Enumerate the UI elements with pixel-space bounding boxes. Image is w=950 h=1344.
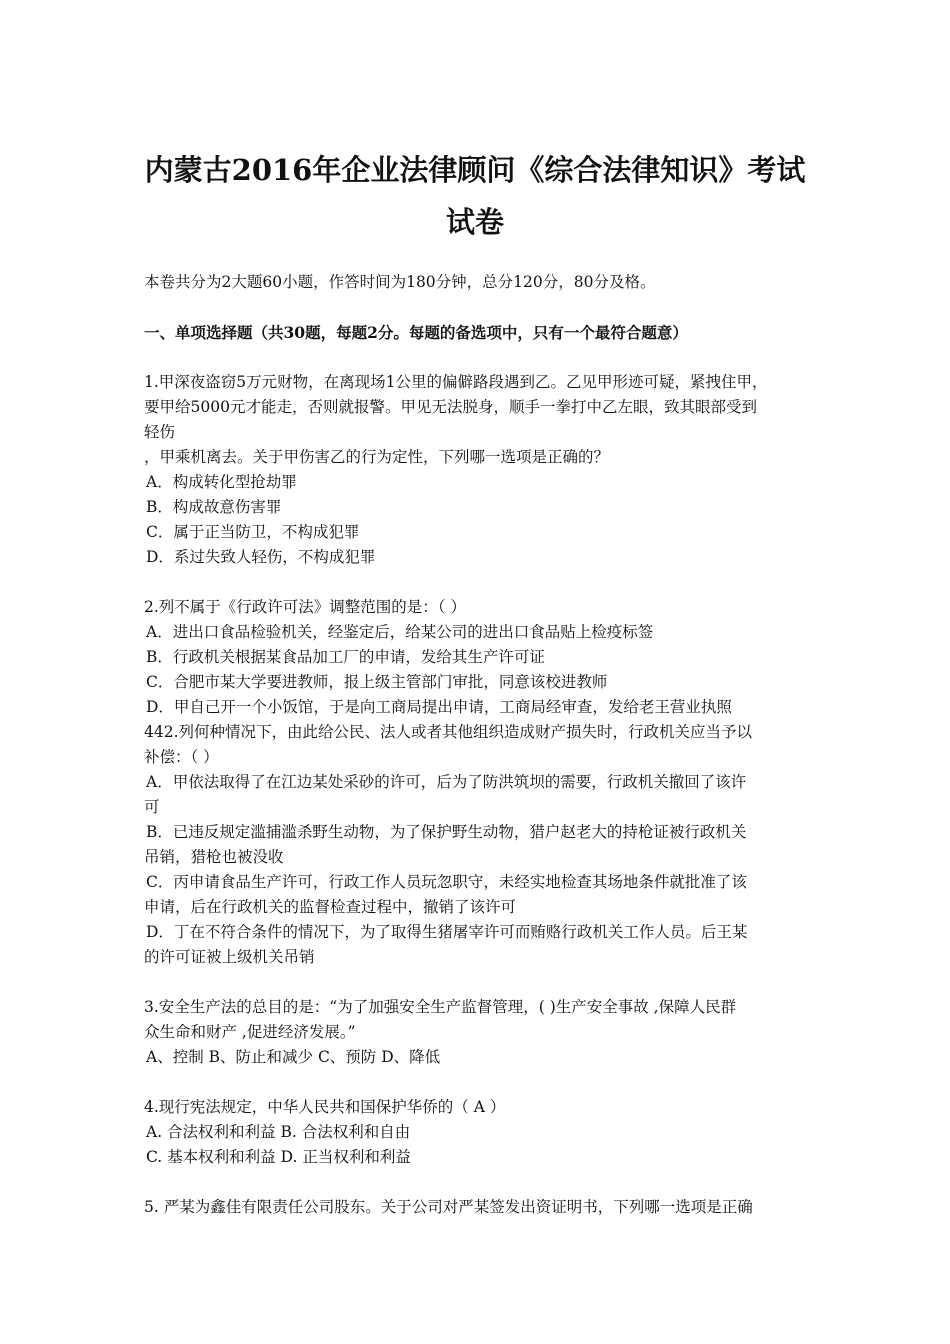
- option-a: A．甲依法取得了在江边某处采砂的许可，后为了防洪筑坝的需要，行政机关撤回了该许: [146, 773, 747, 791]
- question-line: ，甲乘机离去。关于甲伤害乙的行为定性，下列哪一选项是正确的？: [144, 448, 610, 466]
- question-2: [144, 595, 809, 970]
- option-a: A．构成转化型抢劫罪: [146, 473, 297, 491]
- option-d: D．系过失致人轻伤，不构成犯罪: [146, 548, 376, 566]
- question-1: [144, 370, 809, 570]
- document-title-line-2: 试卷: [445, 205, 504, 239]
- option-d: D．丁在不符合条件的情况下，为了取得生猪屠宰许可而贿赂行政机关工作人员。后王某: [146, 923, 748, 941]
- question-line: 要甲给5000元才能走，否则就报警。甲见无法脱身，顺手一拳打中乙左眼，致其眼部受到: [144, 398, 757, 416]
- question-line: 5. 严某为鑫佳有限责任公司股东。关于公司对严某签发出资证明书，下列哪一选项是正确: [144, 1198, 753, 1216]
- option-b-continued: 吊销，猎枪也被没收: [144, 848, 284, 866]
- option-a-continued: 可: [144, 798, 160, 816]
- option-b: B．行政机关根据某食品加工厂的申请，发给其生产许可证: [146, 648, 545, 666]
- document-title-line-1: 内蒙古2016年企业法律顾问《综合法律知识》考试: [144, 153, 806, 187]
- question-4: [144, 1095, 809, 1170]
- option-c: C．丙申请食品生产许可，行政工作人员玩忽职守，未经实地检查其场地条件就批准了该: [146, 873, 747, 891]
- document-body: [144, 270, 809, 1220]
- question-line: 众生命和财产 ,促进经济发展。”: [144, 1023, 356, 1041]
- section-heading: 一、单项选择题（共30题，每题2分。每题的备选项中，只有一个最符合题意）: [144, 323, 688, 342]
- question-line: 4.现行宪法规定，中华人民共和国保护华侨的（ A ）: [144, 1098, 506, 1116]
- options-line: A、控制 B、防止和减少 C、预防 D、降低: [146, 1048, 441, 1066]
- option-d: D．甲自己开一个小饭馆，于是向工商局提出申请，工商局经审查，发给老王营业执照: [146, 698, 732, 716]
- option-c: C．属于正当防卫，不构成犯罪: [146, 523, 360, 541]
- question-line: 3.安全生产法的总目的是：“为了加强安全生产监督管理，( )生产安全事故 ,保障人民群: [144, 998, 737, 1016]
- option-b: B．构成故意伤害罪: [146, 498, 282, 516]
- question-line: 442.列何种情况下，由此给公民、法人或者其他组织造成财产损失时，行政机关应当予以: [144, 723, 753, 741]
- option-a: A．进出口食品检验机关，经鉴定后，给某公司的进出口食品贴上检疫标签: [146, 623, 654, 641]
- option-d-continued: 的许可证被上级机关吊销: [144, 948, 315, 966]
- question-line: 2.列不属于《行政许可法》调整范围的是：（ ）: [144, 598, 466, 616]
- question-3: [144, 995, 809, 1070]
- question-line: 补偿：（ ）: [144, 748, 219, 766]
- intro-text: 本卷共分为2大题60小题，作答时间为180分钟，总分120分，80分及格。: [144, 273, 656, 291]
- question-5: [144, 1195, 809, 1220]
- options-line: C. 基本权利和利益 D. 正当权利和利益: [146, 1148, 411, 1166]
- options-line: A. 合法权利和利益 B. 合法权利和自由: [146, 1123, 411, 1141]
- question-line: 1.甲深夜盗窃5万元财物，在离现场1公里的偏僻路段遇到乙。乙见甲形迹可疑，紧拽住甲，: [144, 373, 768, 391]
- option-b: B．已违反规定滥捕滥杀野生动物，为了保护野生动物，猎户赵老大的持枪证被行政机关: [146, 823, 747, 841]
- option-c: C．合肥市某大学要进教师，报上级主管部门审批，同意该校进教师: [146, 673, 608, 691]
- question-line: 轻伤: [144, 423, 176, 441]
- option-c-continued: 申请，后在行政机关的监督检查过程中，撤销了该许可: [144, 898, 517, 916]
